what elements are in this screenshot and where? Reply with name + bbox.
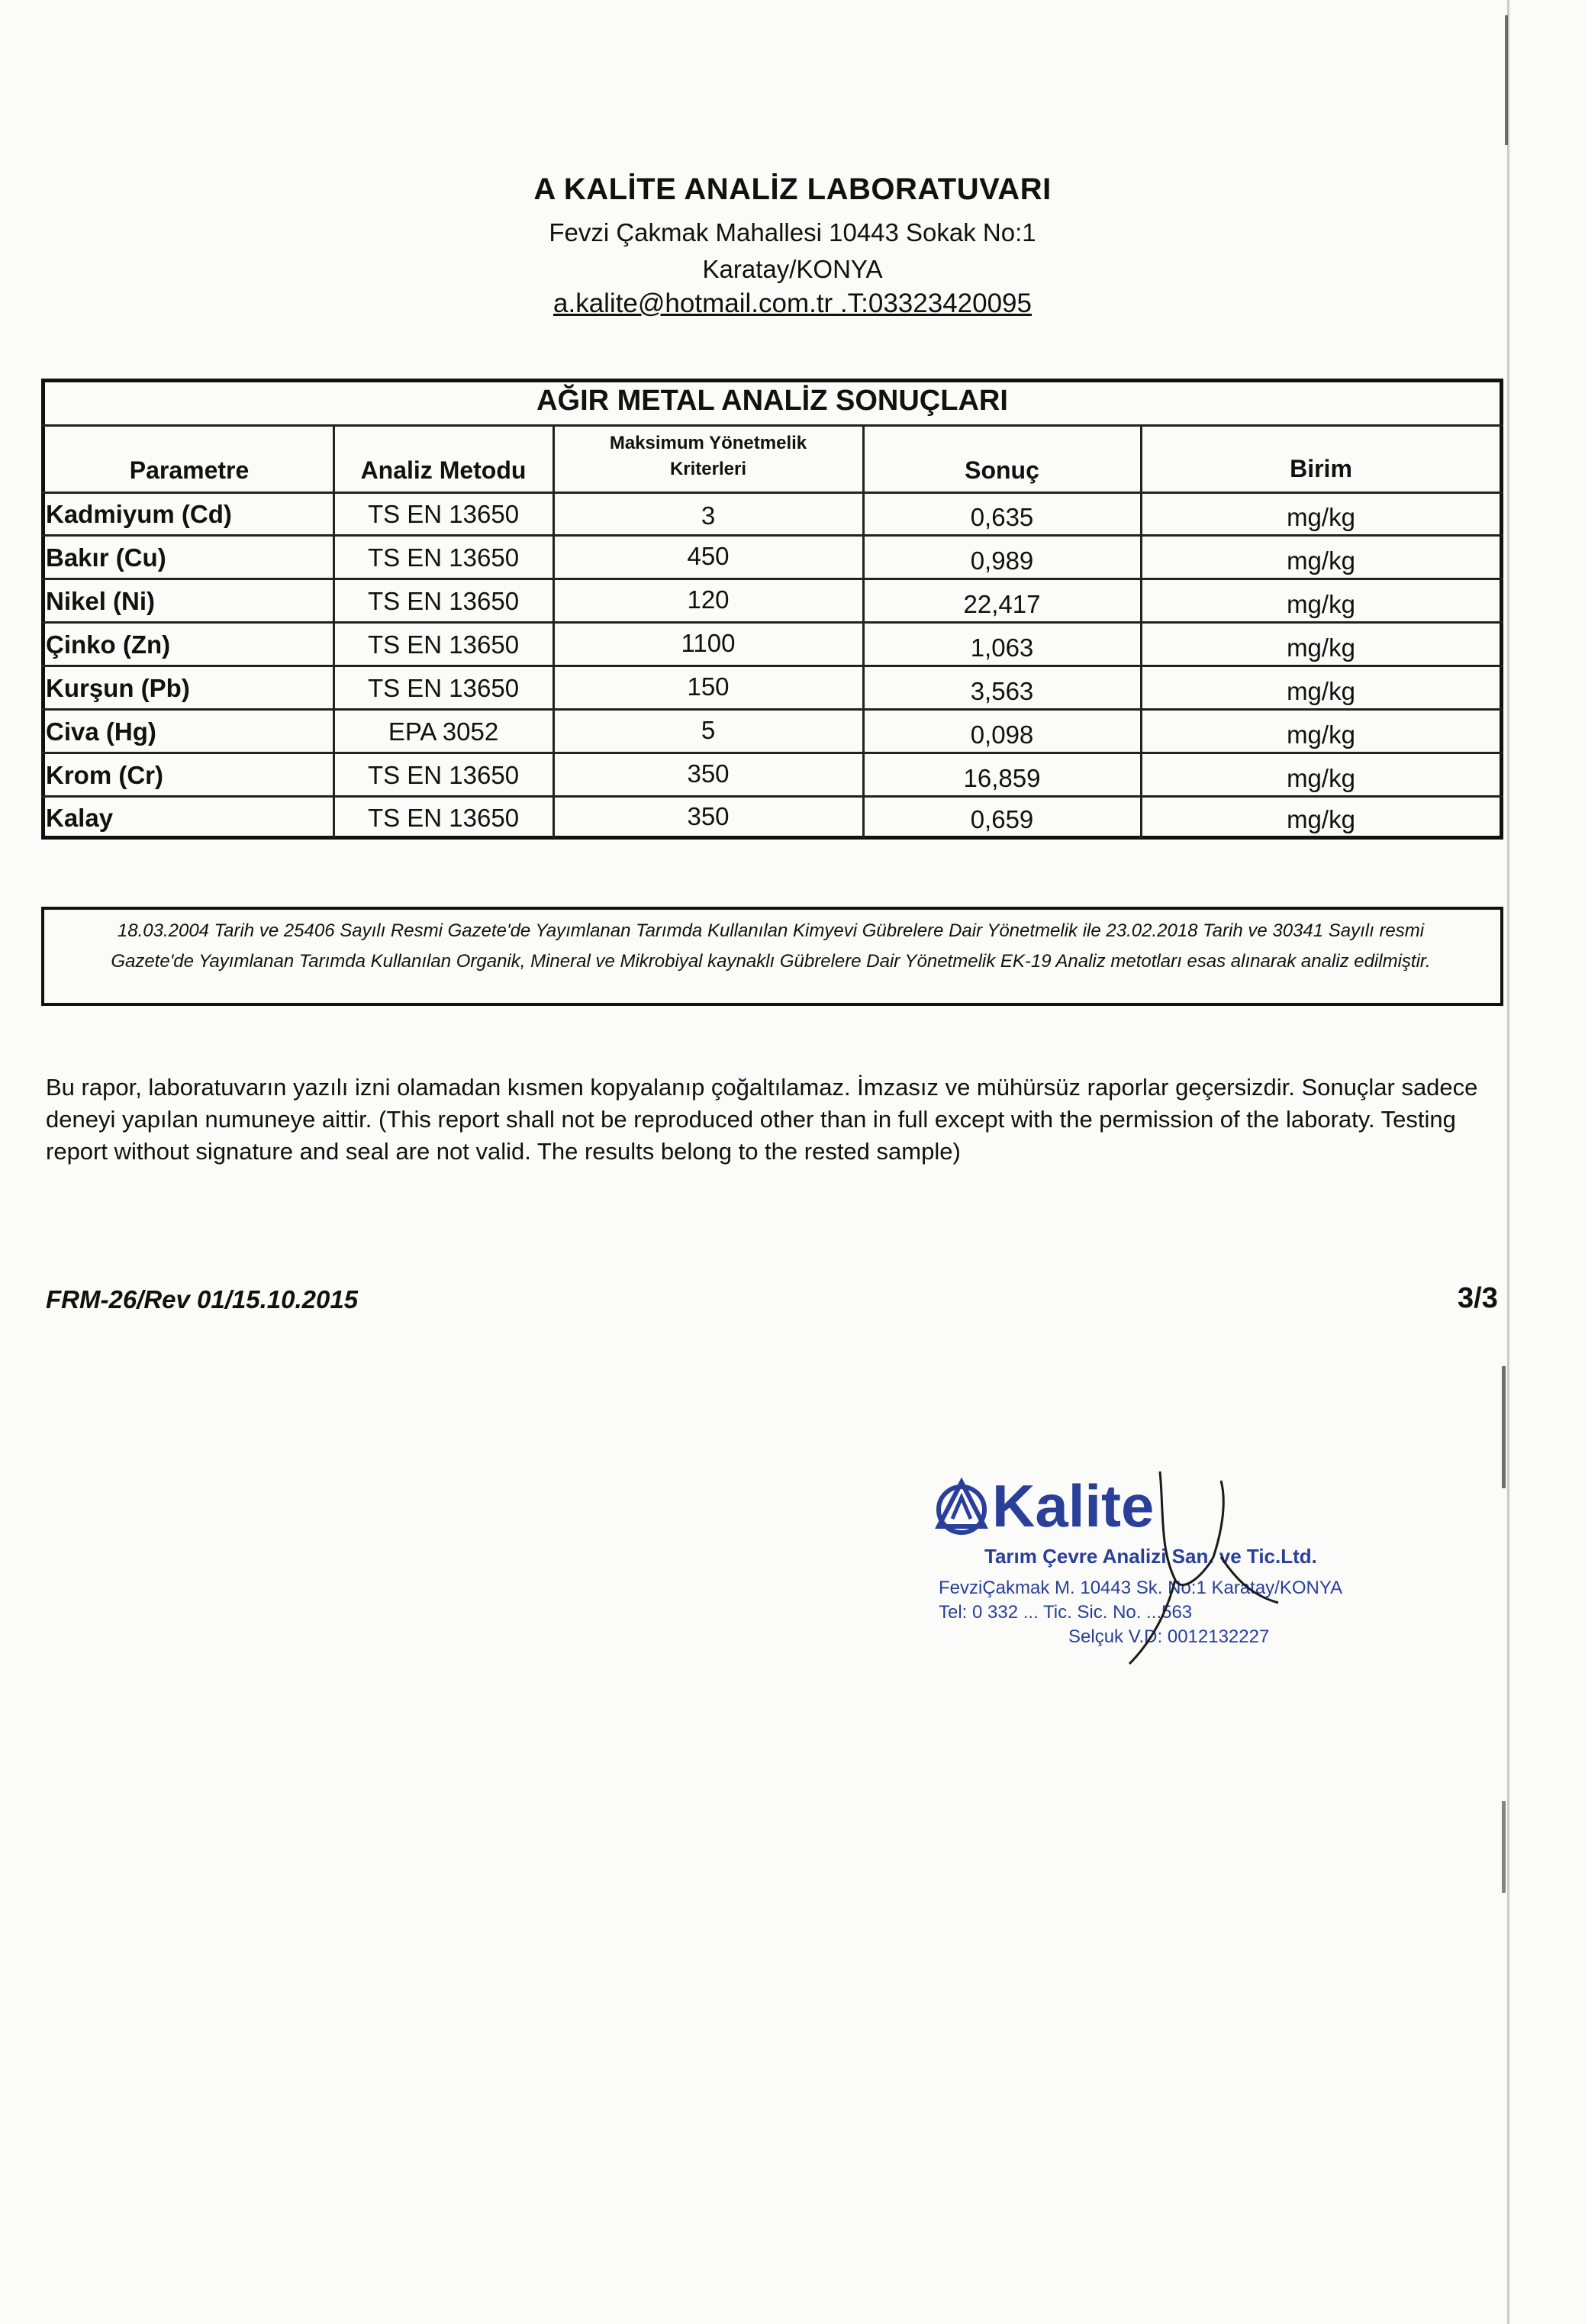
table-header-divider xyxy=(41,492,1503,494)
scan-edge-mark xyxy=(1505,15,1508,145)
cell-method: TS EN 13650 xyxy=(367,674,520,702)
cell-criteria: 1100 xyxy=(681,629,736,657)
cell-unit: mg/kg xyxy=(1287,633,1355,662)
scan-edge-mark xyxy=(1502,1366,1506,1488)
cell-result: 22,417 xyxy=(963,590,1041,618)
cell-criteria: 5 xyxy=(701,716,716,744)
cell-result: 3,563 xyxy=(970,677,1034,705)
scan-edge-mark xyxy=(1502,1801,1506,1893)
company-stamp xyxy=(931,1465,1358,1679)
stamp-line2: FevziÇakmak M. 10443 Sk. No:1 Karatay/KONYA xyxy=(939,1578,1343,1598)
results-title: AĞIR METAL ANALİZ SONUÇLARI xyxy=(536,385,1008,417)
cell-parameter: Çinko (Zn) xyxy=(46,630,171,659)
col-header-unit: Birim xyxy=(1290,455,1352,482)
cell-criteria: 150 xyxy=(687,672,730,701)
cell-criteria: 350 xyxy=(687,759,730,788)
stamp-line3: Tel: 0 332 ... Tic. Sic. No. ...563 xyxy=(939,1602,1193,1623)
stamp-brand: Kalite xyxy=(992,1472,1155,1539)
cell-result: 1,063 xyxy=(970,633,1034,662)
cell-method: EPA 3052 xyxy=(388,717,499,746)
cell-unit: mg/kg xyxy=(1287,764,1355,792)
cell-parameter: Kurşun (Pb) xyxy=(46,674,190,702)
cell-result: 0,659 xyxy=(970,805,1034,833)
cell-unit: mg/kg xyxy=(1287,805,1355,833)
cell-parameter: Krom (Cr) xyxy=(46,761,163,789)
col-header-parameter: Parametre xyxy=(129,456,250,484)
cell-unit: mg/kg xyxy=(1287,546,1355,575)
col-header-method: Analiz Metodu xyxy=(360,456,527,484)
cell-criteria: 450 xyxy=(687,542,730,570)
cell-parameter: Bakır (Cu) xyxy=(46,543,166,572)
col-header-criteria-line1: Maksimum Yönetmelik xyxy=(609,433,807,453)
stamp-line4: Selçuk V.D: 0012132227 xyxy=(1068,1626,1270,1647)
lab-name: A KALİTE ANALİZ LABORATUVARI xyxy=(533,172,1052,206)
regulation-note xyxy=(53,916,1488,977)
cell-unit: mg/kg xyxy=(1287,590,1355,618)
cell-method: TS EN 13650 xyxy=(367,587,520,615)
cell-result: 0,098 xyxy=(970,720,1034,749)
lab-address-line1: Fevzi Çakmak Mahallesi 10443 Sokak No:1 xyxy=(549,218,1036,247)
disclaimer-text: Bu rapor, laboratuvarın yazılı izni olamadan kısmen kopyalanıp çoğaltılamaz. İmzasız ve mühürsüz raporlar geçersizdir. Sonuçlar sadece deneyi yapılan numuneye aittir. (This report shall not be reproduced other than in full except with the permission of the laboraty. Testing report without signature and seal are not valid. The results belong to the rested sample) xyxy=(46,1074,1478,1165)
cell-result: 0,635 xyxy=(970,503,1034,531)
cell-parameter: Kadmiyum (Cd) xyxy=(46,500,232,528)
scan-edge-line xyxy=(1507,0,1509,2324)
col-header-result: Sonuç xyxy=(965,456,1039,484)
cell-method: TS EN 13650 xyxy=(367,500,520,528)
cell-method: TS EN 13650 xyxy=(367,761,520,789)
cell-method: TS EN 13650 xyxy=(367,804,520,832)
regulation-note-line1: 18.03.2004 Tarih ve 25406 Sayılı Resmi Gazete'de Yayımlanan Tarımda Kullanılan Kimyevi Gübrelere Dair Yönetmelik ile 23.02.2018 Tarih ve 30341 Sayılı resmi xyxy=(117,920,1425,941)
cell-parameter: Civa (Hg) xyxy=(46,717,156,746)
cell-criteria: 3 xyxy=(701,501,716,530)
stamp-logo-icon xyxy=(939,1482,984,1533)
page-number: 3/3 xyxy=(1458,1282,1498,1314)
regulation-note-line2: Gazete'de Yayımlanan Tarımda Kullanılan Organik, Mineral ve Mikrobiyal kaynaklı Gübrelere Dair Yönetmelik EK-19 Analiz metotları esas alınarak analiz edilmiştir. xyxy=(111,951,1431,972)
form-code: FRM-26/Rev 01/15.10.2015 xyxy=(46,1285,359,1313)
cell-method: TS EN 13650 xyxy=(367,543,520,572)
cell-result: 16,859 xyxy=(963,764,1041,792)
cell-method: TS EN 13650 xyxy=(367,630,520,659)
table-title-divider xyxy=(41,424,1503,427)
cell-result: 0,989 xyxy=(970,546,1034,575)
cell-parameter: Kalay xyxy=(46,804,114,832)
lab-address-line2: Karatay/KONYA xyxy=(702,255,883,283)
cell-unit: mg/kg xyxy=(1287,677,1355,705)
cell-criteria: 350 xyxy=(687,802,730,830)
lab-contact: a.kalite@hotmail.com.tr .T:03323420095 xyxy=(553,288,1032,318)
stamp-line1: Tarım Çevre Analizi San. ve Tic.Ltd. xyxy=(984,1545,1317,1568)
cell-criteria: 120 xyxy=(687,585,730,614)
cell-unit: mg/kg xyxy=(1287,720,1355,749)
cell-unit: mg/kg xyxy=(1287,503,1355,531)
cell-parameter: Nikel (Ni) xyxy=(46,587,156,615)
col-header-criteria-line2: Kriterleri xyxy=(669,459,747,479)
